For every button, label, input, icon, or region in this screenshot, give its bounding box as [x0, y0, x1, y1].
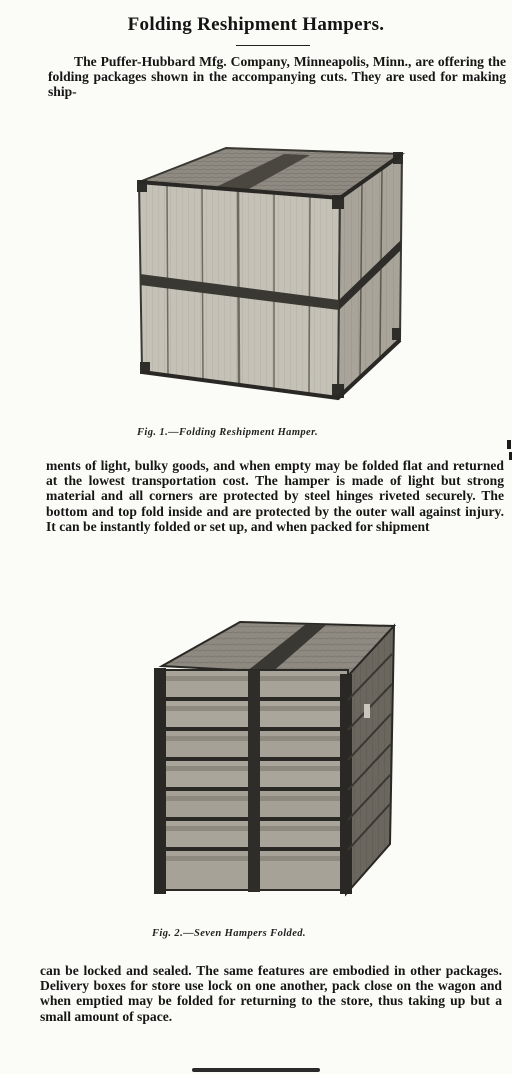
margin-bracket-mark — [506, 440, 512, 464]
paragraph-end: can be locked and sealed. The same features are embodied in other packages. Delivery boxes for store use lock on one another, pack close on the wagon and when emptied may be folded for returning to the store, thus taking up but a small amount of space. — [40, 963, 502, 1024]
stacked-hampers-engraving — [150, 618, 398, 898]
figure-2-caption: Fig. 2.—Seven Hampers Folded. — [152, 928, 306, 939]
figure-1-hamper-illustration — [134, 140, 406, 402]
figure-2-folded-hampers-illustration — [150, 618, 398, 898]
paragraph-intro: The Puffer-Hubbard Mfg. Company, Minneapolis, Minn., are offering the folding packages shown in the accompanying cuts. They are used for making ship- — [48, 54, 506, 100]
paragraph-middle: ments of light, bulky goods, and when empty may be folded flat and returned at the lowest transportation cost. The hamper is made of light but strong material and all corners are protected by steel hinges riveted securely. The bottom and top fold inside and are protected by the outer wall against injury. It can be instantly folded or set up, and when packed for shipment — [46, 458, 504, 534]
figure-1-caption: Fig. 1.—Folding Reshipment Hamper. — [137, 427, 319, 438]
column-end-rule — [192, 1068, 320, 1072]
title-underline — [236, 45, 310, 46]
article-title: Folding Reshipment Hampers. — [127, 14, 385, 35]
hamper-engraving — [134, 140, 406, 402]
